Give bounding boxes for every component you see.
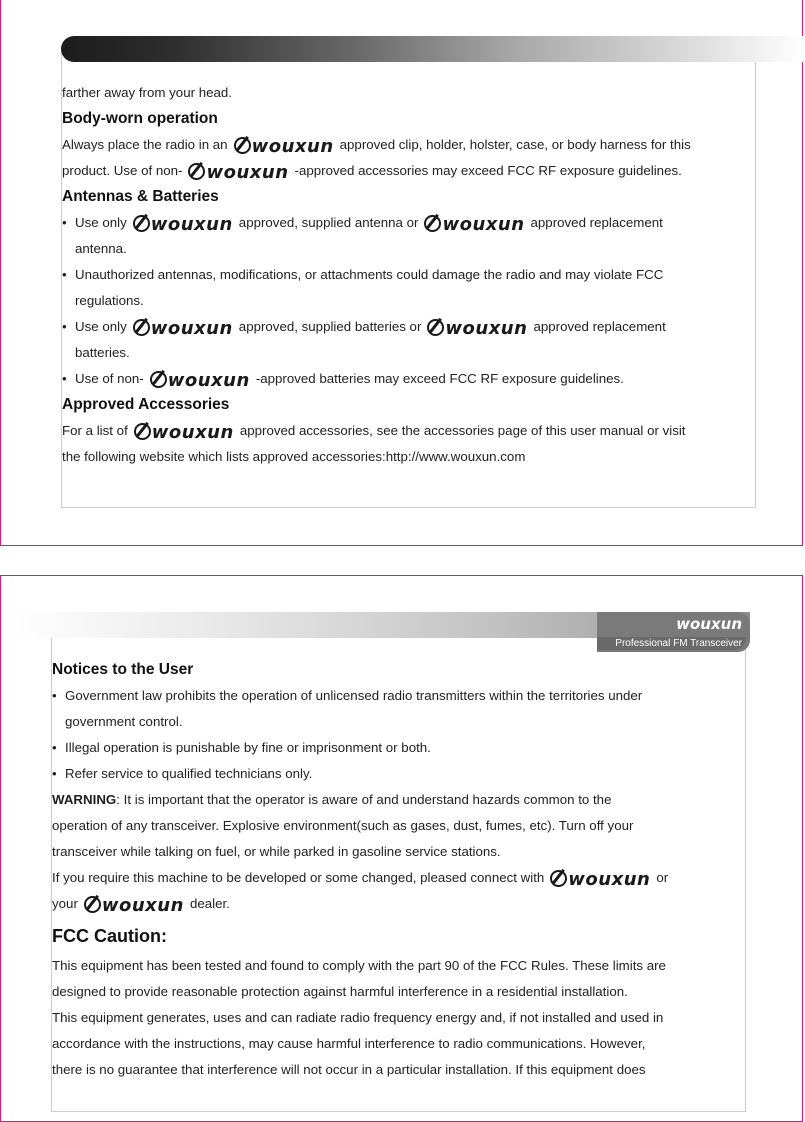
battery-bullet-1: • Use only wouxun approved, supplied batteries or wouxun approved replacement [62,314,762,340]
require-line-2: your wouxun dealer. [52,895,230,916]
wouxun-logo-icon: wouxun [424,215,524,235]
page-2-content [52,657,752,1083]
page-1-content [62,80,762,470]
require-line-1: If you require this machine to be developed or some changed, pleased connect with wouxun or [52,869,669,890]
antennas-heading: Antennas & Batteries [62,188,219,205]
body-worn-heading: Body-worn operation [62,110,218,127]
manual-page-1 [0,0,803,546]
notice-bullet-3: • Refer service to qualified technicians only. [52,761,752,787]
wouxun-logo-icon: wouxun [133,215,233,235]
brand-header-tab [597,612,750,652]
fcc-line-4: accordance with the instructions, may cause harmful interference to radio communications. However, [52,1036,646,1051]
brand-tagline: Professional FM Transceiver [597,637,746,650]
fcc-caution-heading: FCC Caution: [52,926,167,946]
fcc-line-5: there is no guarantee that interference will not occur in a particular installation. If this equipment does [52,1062,646,1077]
notice-bullet-1: • Government law prohibits the operation of unlicensed radio transmitters within the territories under [52,683,752,709]
antenna-bullet-2-cont: regulations. [75,293,144,308]
antenna-bullet-1-cont: antenna. [75,241,127,256]
accessories-line-1: For a list of wouxun approved accessories, see the accessories page of this user manual or visit [62,422,686,443]
antenna-bullet-1: • Use only wouxun approved, supplied antenna or wouxun approved replacement [62,210,762,236]
manual-page-2 [0,575,803,1122]
wouxun-logo-icon: wouxun [234,137,334,157]
wouxun-logo-icon: wouxun [150,371,250,391]
intro-text: farther away from your head. [62,85,232,100]
body-worn-line-2: product. Use of non- wouxun -approved accessories may exceed FCC RF exposure guidelines. [62,162,682,183]
notice-bullet-2: • Illegal operation is punishable by fine or imprisonment or both. [52,735,752,761]
accessories-heading: Approved Accessories [62,396,230,413]
header-gradient-bar [61,36,804,62]
notice-bullet-1-cont: government control. [65,714,183,729]
wouxun-logo-icon: wouxun [188,163,288,183]
wouxun-logo-icon: wouxun [427,319,527,339]
fcc-line-1: This equipment has been tested and found to comply with the part 90 of the FCC Rules. These limits are [52,958,666,973]
wouxun-logo-icon: wouxun [84,896,184,916]
wouxun-logo-icon: wouxun [134,423,234,443]
battery-bullet-2: • Use of non- wouxun -approved batteries may exceed FCC RF exposure guidelines. [62,366,762,392]
battery-bullet-1-cont: batteries. [75,345,130,360]
wouxun-logo-icon: wouxun [550,870,650,890]
warning-line-3: transceiver while talking on fuel, or while parked in gasoline service stations. [52,844,501,859]
body-worn-line-1: Always place the radio in an wouxun approved clip, holder, holster, case, or body harness for this [62,136,691,157]
accessories-line-2: the following website which lists approved accessories:http://www.wouxun.com [62,449,526,464]
wouxun-logo-icon: wouxun [133,319,233,339]
fcc-line-2: designed to provide reasonable protection against harmful interference in a residential installation. [52,984,628,999]
warning-line-1: WARNING: It is important that the operator is aware of and understand hazards common to the [52,792,612,807]
warning-line-2: operation of any transceiver. Explosive environment(such as gases, dust, fumes, etc). Turn off your [52,818,634,833]
warning-label: WARNING [52,792,117,807]
wouxun-logo-icon: wouxun [676,615,742,633]
notices-heading: Notices to the User [52,661,194,678]
fcc-line-3: This equipment generates, uses and can radiate radio frequency energy and, if not installed and used in [52,1010,664,1025]
antenna-bullet-2: • Unauthorized antennas, modifications, or attachments could damage the radio and may violate FCC [62,262,762,288]
